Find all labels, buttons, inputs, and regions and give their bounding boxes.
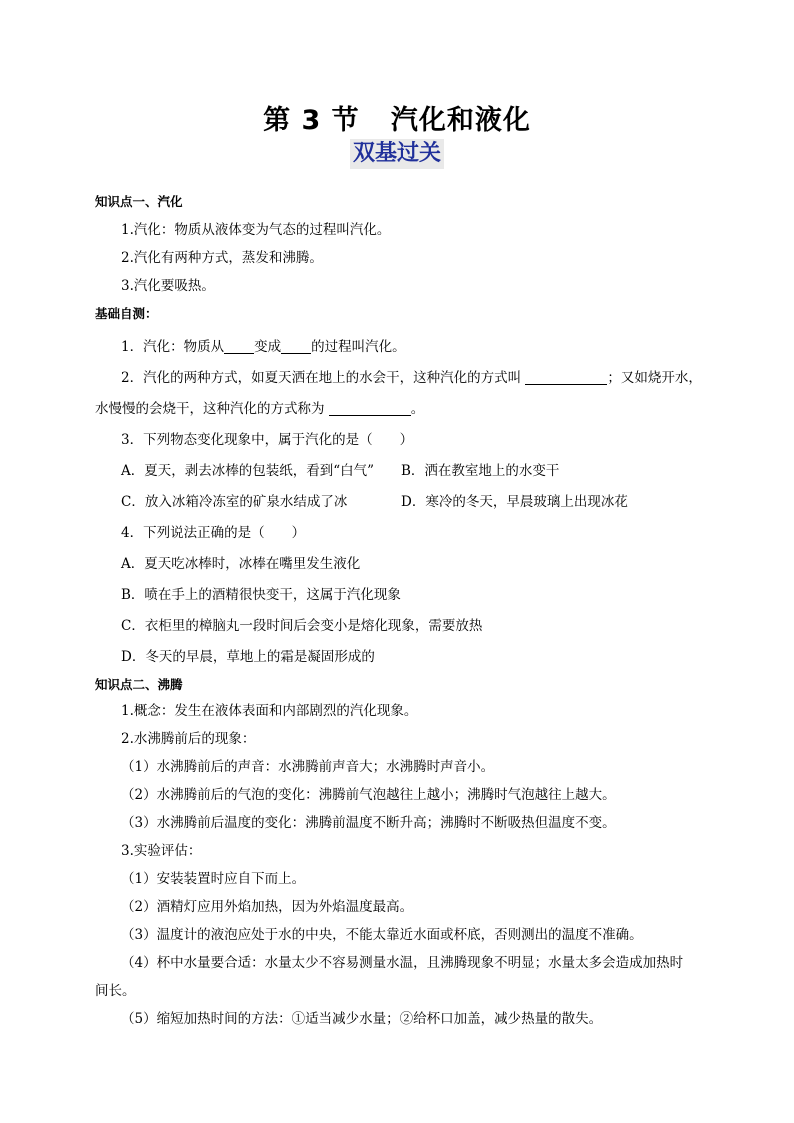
question-1	[95, 332, 705, 363]
choice-a: A．夏天吃冰棒时，冰棒在嘴里发生液化	[121, 556, 361, 572]
section-heading-self-test: 基础自测：	[95, 306, 158, 321]
question-3-choices-cd	[95, 487, 705, 518]
question-2-line-1	[95, 363, 705, 394]
document-body	[95, 188, 705, 1033]
choice-d: D．寒冷的冬天，早晨玻璃上出现冰花	[401, 494, 628, 510]
answer-blank	[281, 337, 311, 354]
question-text: 变成	[254, 339, 282, 355]
answer-blank	[525, 368, 607, 385]
question-text: 2．汽化的两种方式，如夏天洒在地上的水会干，这种汽化的方式叫	[121, 370, 526, 386]
page-subtitle: 双基过关	[350, 139, 444, 169]
question-text: 水慢慢的会烧干，这种汽化的方式称为	[95, 401, 329, 417]
answer-blank	[224, 337, 254, 354]
knowledge-line: （3）水沸腾前后温度的变化：沸腾前温度不断升高；沸腾时不断吸热但温度不变。	[121, 815, 616, 831]
subtitle-wrap	[0, 139, 794, 169]
knowledge-line: （2）酒精灯应用外焰加热，因为外焰温度最高。	[121, 899, 414, 915]
knowledge-line: （5）缩短加热时间的方法：①适当减少水量；②给杯口加盖，减少热量的散失。	[121, 1011, 603, 1027]
knowledge-item: 1.汽化：物质从液体变为气态的过程叫汽化。	[121, 222, 391, 238]
question-3-choices-ab	[95, 456, 705, 487]
knowledge-item: 2.汽化有两种方式，蒸发和沸腾。	[121, 250, 323, 266]
choice-c: C．衣柜里的樟脑丸一段时间后会变小是熔化现象，需要放热	[121, 618, 483, 634]
knowledge-line: （4）杯中水量要合适：水量太少不容易测量水温，且沸腾现象不明显；水量太多会造成加热时	[121, 955, 684, 971]
question-text: 的过程叫汽化。	[311, 339, 406, 355]
knowledge-line: 3.实验评估：	[121, 843, 202, 859]
knowledge-line: 1.概念：发生在液体表面和内部剧烈的汽化现象。	[121, 703, 418, 719]
choice-b: B．喷在手上的酒精很快变干，这属于汽化现象	[121, 587, 401, 603]
section-heading-boiling: 知识点二、沸腾	[95, 677, 183, 692]
answer-blank	[329, 399, 411, 416]
knowledge-line: （3）温度计的液泡应处于水的中央，不能太靠近水面或杯底，否则测出的温度不准确。	[121, 927, 643, 943]
knowledge-line: （2）水沸腾前后的气泡的变化：沸腾前气泡越往上越小；沸腾时气泡越往上越大。	[121, 787, 616, 803]
choice-a: A．夏天，剥去冰棒的包装纸，看到“白气”	[121, 463, 375, 479]
question-text: 1．汽化：物质从	[121, 339, 225, 355]
question-3-stem: 3．下列物态变化现象中，属于汽化的是（ ）	[121, 432, 414, 448]
question-text: 。	[410, 401, 425, 417]
choice-d: D．冬天的早晨，草地上的霜是凝固形成的	[121, 649, 375, 665]
section-heading-vaporization: 知识点一、汽化	[95, 194, 183, 209]
knowledge-item: 3.汽化要吸热。	[121, 278, 215, 294]
choice-b: B．洒在教室地上的水变干	[401, 463, 560, 479]
choice-c: C．放入冰箱冷冻室的矿泉水结成了冰	[121, 494, 348, 510]
page-title: 第 3 节 汽化和液化	[263, 105, 531, 136]
question-4-stem: 4．下列说法正确的是（ ）	[121, 525, 306, 541]
knowledge-line: （1）安装装置时应自下而上。	[121, 871, 306, 887]
knowledge-line: （1）水沸腾前后的声音：水沸腾前声音大；水沸腾时声音小。	[121, 759, 495, 775]
knowledge-line: 间长。	[95, 983, 136, 999]
knowledge-line: 2.水沸腾前后的现象：	[121, 731, 256, 747]
question-2-line-2	[95, 394, 705, 425]
question-text: ；又如烧开水，	[607, 370, 702, 386]
